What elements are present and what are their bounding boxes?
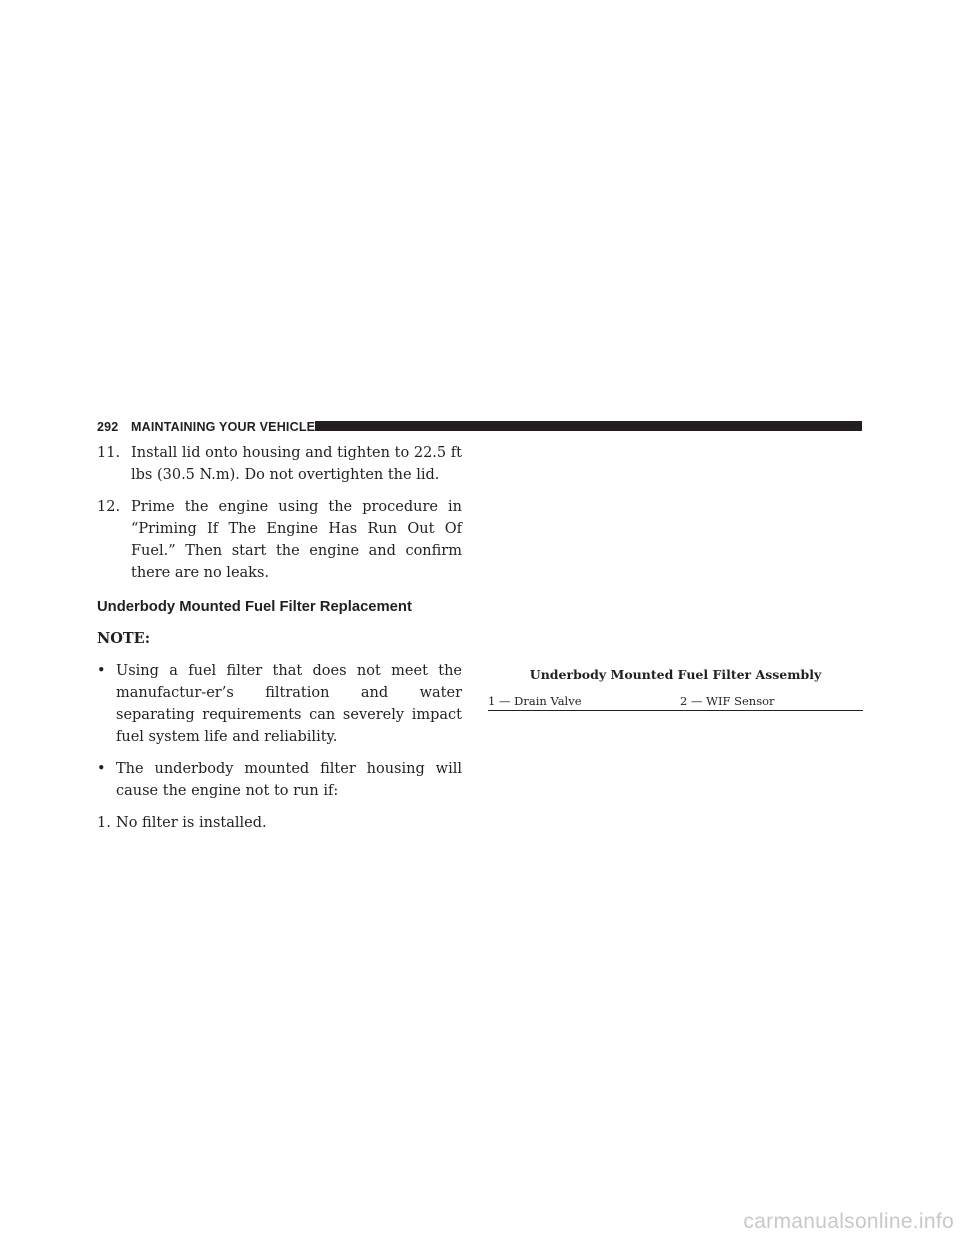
section-title: MAINTAINING YOUR VEHICLE: [131, 420, 316, 434]
step-1: [97, 812, 462, 834]
note-label: NOTE:: [97, 630, 151, 647]
bullet-icon: •: [97, 663, 106, 679]
step-text: Install lid onto housing and tighten to 22.5 ft lbs (30.5 N.m). Do not overtighten the lid.: [131, 445, 462, 483]
page-number: 292: [97, 420, 119, 434]
step-12: [97, 496, 462, 584]
page-header: [97, 418, 862, 436]
step-number: 11.: [97, 445, 121, 461]
bullet-item: [97, 758, 462, 802]
left-column: [97, 442, 462, 834]
subheading: Underbody Mounted Fuel Filter Replacement: [97, 599, 412, 615]
watermark: carmanualsonline.info: [743, 1210, 954, 1233]
step-11: [97, 442, 462, 486]
figure-legend: [488, 692, 863, 711]
bullet-text: The underbody mounted filter housing will cause the engine not to run if:: [116, 761, 462, 799]
bullet-icon: •: [97, 761, 106, 777]
step-text: No filter is installed.: [116, 815, 267, 831]
bullet-item: [97, 660, 462, 748]
figure-image-area: [488, 442, 863, 660]
bullet-text: Using a fuel filter that does not meet the manufactur-er’s filtration and water separating requirements can severely impact fuel system life and reliability.: [116, 663, 462, 745]
step-number: 12.: [97, 499, 121, 515]
step-text: Prime the engine using the procedure in “Priming If The Engine Has Run Out Of Fuel.” Then start the engine and confirm there are no leaks.: [131, 499, 462, 581]
figure-caption: Underbody Mounted Fuel Filter Assembly: [529, 667, 822, 682]
legend-item-wif-sensor: 2 — WIF Sensor: [680, 694, 775, 708]
legend-item-drain-valve: 1 — Drain Valve: [488, 694, 582, 708]
step-number: 1.: [97, 815, 111, 831]
header-rule: [315, 421, 862, 431]
